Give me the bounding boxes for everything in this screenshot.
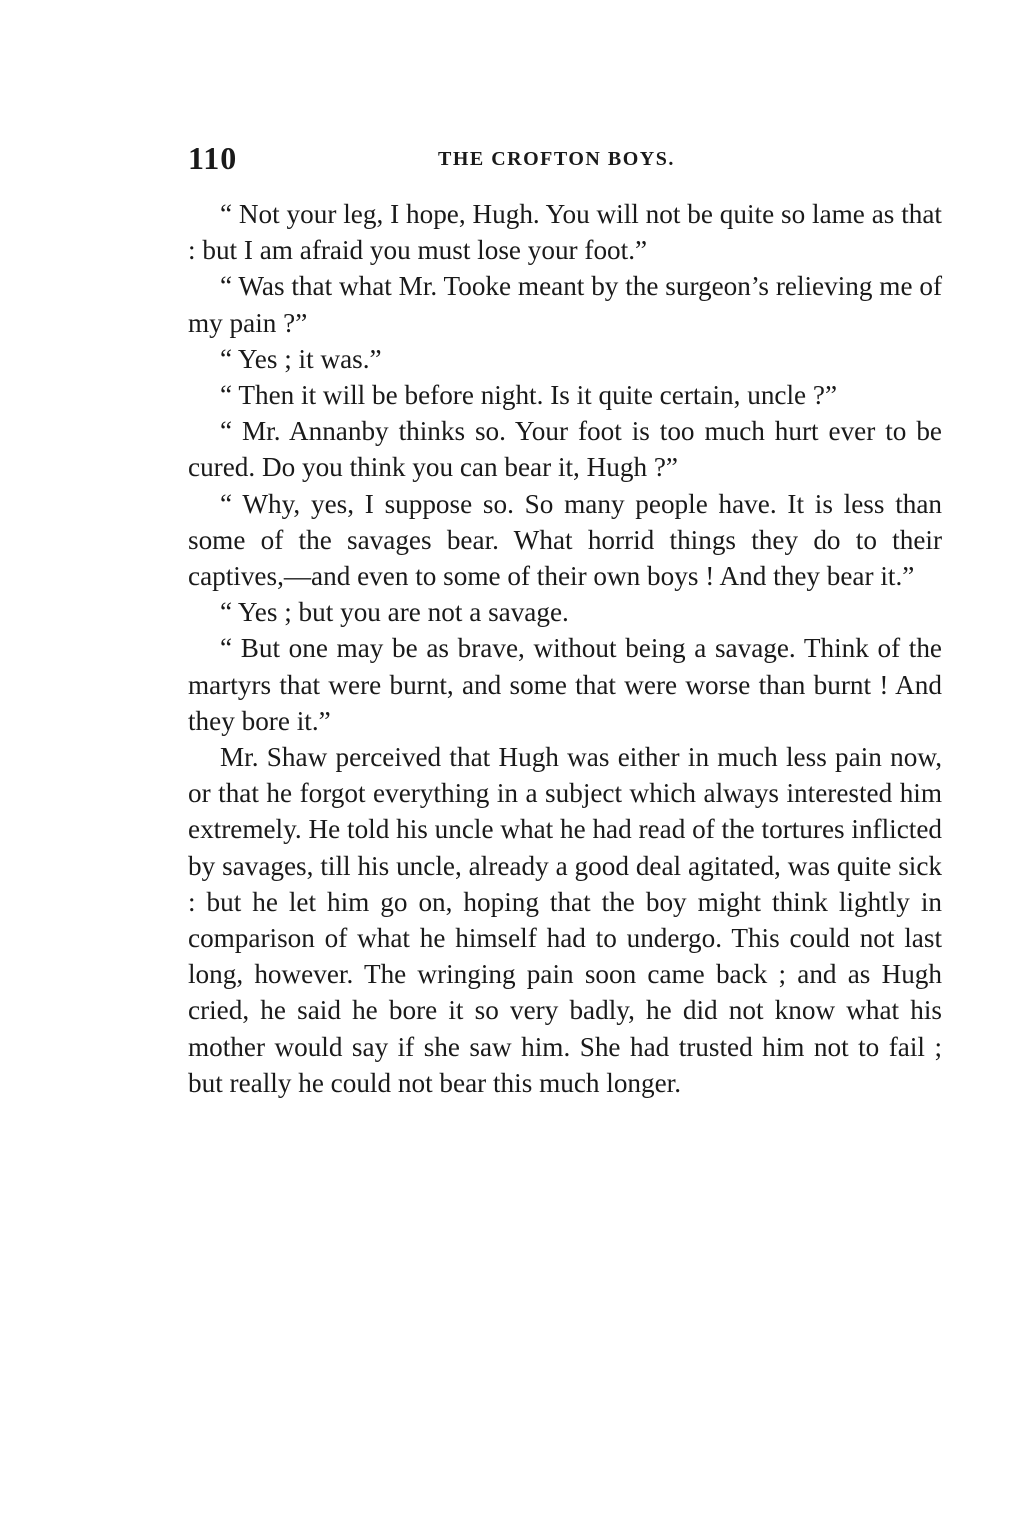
paragraph: “ Why, yes, I suppose so. So many people have. It is less than some of the savages bear. What horrid things they do to their captives,—and even to some of their own boys ! And they bear it.” [188, 488, 942, 592]
paragraph: “ Yes ; it was.” [220, 343, 382, 374]
running-head [188, 140, 942, 180]
paragraph: “ Was that what Mr. Tooke meant by the surgeon’s relieving me of my pain ?” [188, 271, 942, 338]
paragraph: “ Not your leg, I hope, Hugh. You will not be quite so lame as that : but I am afraid you must lose your foot.” [188, 199, 942, 266]
body-text [188, 196, 942, 1101]
running-title: THE CROFTON BOYS. [438, 148, 675, 170]
paragraph: “ Then it will be before night. Is it quite certain, uncle ?” [220, 380, 838, 411]
paragraph: “ Yes ; but you are not a savage. [220, 597, 569, 628]
paragraph: “ But one may be as brave, without being a savage. Think of the martyrs that were burnt, and some that were worse than burnt ! And they bore it.” [188, 633, 942, 736]
paragraph: Mr. Shaw perceived that Hugh was either in much less pain now, or that he forgot everything in a subject which always interested him extremely. He told his uncle what he had read of the tortures inflicted by savages, till his uncle, already a good deal agitated, was quite sick : but he let him go on, hoping that the boy might think lightly in comparison of what he himself had to undergo. This could not last long, however. The wringing pain soon came back ; and as Hugh cried, he said he bore it so very badly, he did not know what his mother would say if she saw him. She had trusted him not to fail ; but really he could not bear this much longer. [188, 742, 942, 1098]
book-page [188, 140, 942, 1101]
paragraph: “ Mr. Annanby thinks so. Your foot is too much hurt ever to be cured. Do you think you can bear it, Hugh ?” [188, 416, 942, 483]
page-number: 110 [188, 140, 238, 176]
